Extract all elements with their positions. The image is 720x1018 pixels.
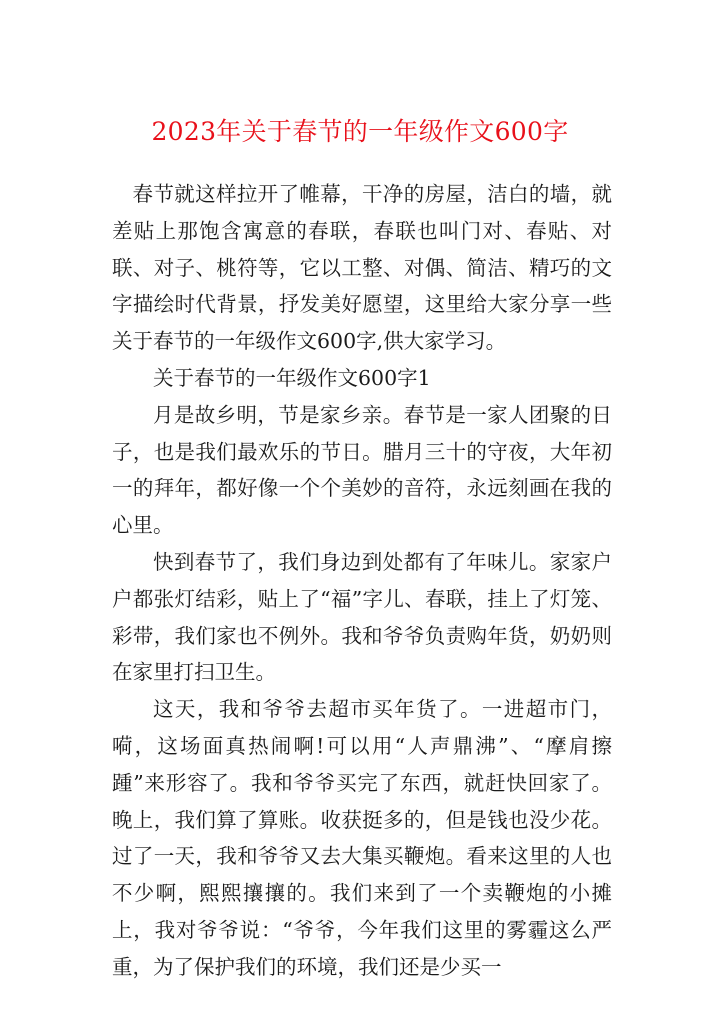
essay-heading: 关于春节的一年级作文600字1 [153, 365, 431, 390]
body-paragraph: 快到春节了，我们身边到处都有了年味儿。家家户户都张灯结彩，贴上了“福”字儿、春联，挂上了灯笼、彩带，我们家也不例外。我和爷爷负责购年货，奶奶则在家里打扫卫生。 [112, 549, 612, 685]
document-title: 2023年关于春节的一年级作文600字 [151, 117, 569, 146]
document-body [112, 176, 612, 986]
body-paragraph: 这天，我和爷爷去超市买年货了。一进超市门，嗬，这场面真热闹啊!可以用“人声鼎沸”、“摩肩擦踵”来形容了。我和爷爷买完了东西，就赶快回家了。晚上，我们算了算账。收获挺多的，但是钱也没少花。过了一天，我和爷爷又去大集买鞭炮。看来这里的人也不少啊，熙熙攘攘的。我们来到了一个卖鞭炮的小摊上，我对爷爷说：“爷爷，今年我们这里的雾霾这么严重，为了保护我们的环境，我们还是少买一 [112, 697, 612, 979]
body-paragraph: 月是故乡明，节是家乡亲。春节是一家人团聚的日子，也是我们最欢乐的节日。腊月三十的守夜，大年初一的拜年，都好像一个个美妙的音符，永远刻画在我的心里。 [112, 402, 612, 538]
intro-paragraph: 春节就这样拉开了帷幕，干净的房屋，洁白的墙，就差贴上那饱含寓意的春联，春联也叫门对、春贴、对联、对子、桃符等，它以工整、对偶、简洁、精巧的文字描绘时代背景，抒发美好愿望，这里给大家分享一些关于春节的一年级作文600字,供大家学习。 [112, 182, 612, 354]
